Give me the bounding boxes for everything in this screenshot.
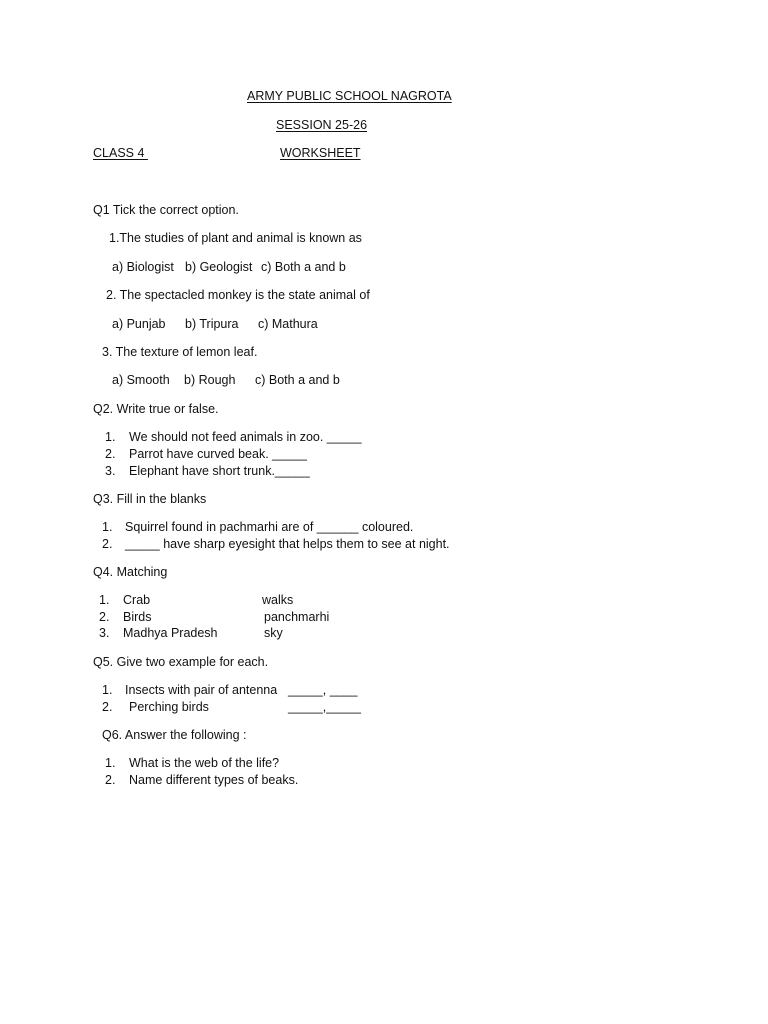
q6-item-2-text: Name different types of beaks. [129, 773, 299, 787]
q6-item-1-text: What is the web of the life? [129, 756, 280, 770]
q4-item-3-left: Madhya Pradesh [123, 626, 218, 640]
q2-heading: Q2. Write true or false. [93, 402, 219, 416]
q3-item-1-text: Squirrel found in pachmarhi are of ______ coloured. [125, 520, 414, 534]
q6-heading: Q6. Answer the following : [102, 728, 247, 742]
q1-option-2a: a) Punjab [112, 317, 166, 331]
q1-question-1: 1.The studies of plant and animal is known as [109, 231, 362, 245]
q1-option-2c: c) Mathura [258, 317, 318, 331]
q1-option-3a: a) Smooth [112, 373, 170, 387]
q1-option-1a: a) Biologist [112, 260, 174, 274]
q4-item-3-number: 3. [99, 626, 110, 640]
q4-item-2-number: 2. [99, 610, 110, 624]
q2-item-3-number: 3. [105, 464, 116, 478]
q1-option-1b: b) Geologist [185, 260, 253, 274]
q5-item-2-text: Perching birds [129, 700, 209, 714]
q2-item-3-text: Elephant have short trunk._____ [129, 464, 310, 478]
q4-item-2-right: panchmarhi [264, 610, 330, 624]
q2-item-2-text: Parrot have curved beak. _____ [129, 447, 307, 461]
q5-item-2-blanks: _____,_____ [288, 700, 361, 714]
q3-heading: Q3. Fill in the blanks [93, 492, 207, 506]
q1-option-3c: c) Both a and b [255, 373, 340, 387]
q5-heading: Q5. Give two example for each. [93, 655, 269, 669]
worksheet-label: WORKSHEET [280, 146, 361, 160]
q2-item-1-number: 1. [105, 430, 116, 444]
school-name: ARMY PUBLIC SCHOOL NAGROTA [247, 89, 452, 103]
q4-item-3-right: sky [264, 626, 283, 640]
q2-item-2-number: 2. [105, 447, 116, 461]
q6-item-1-number: 1. [105, 756, 116, 770]
session-label: SESSION 25-26 [276, 118, 368, 132]
q1-heading: Q1 Tick the correct option. [93, 203, 239, 217]
q4-item-2-left: Birds [123, 610, 152, 624]
q5-item-1-blanks: _____, ____ [288, 683, 358, 697]
q3-item-2-number: 2. [102, 537, 113, 551]
q5-item-2-number: 2. [102, 700, 113, 714]
q4-heading: Q4. Matching [93, 565, 168, 579]
q1-question-3: 3. The texture of lemon leaf. [102, 345, 258, 359]
q4-item-1-number: 1. [99, 593, 110, 607]
q6-item-2-number: 2. [105, 773, 116, 787]
q4-item-1-left: Crab [123, 593, 151, 607]
q3-item-1-number: 1. [102, 520, 113, 534]
q5-item-1-text: Insects with pair of antenna [125, 683, 278, 697]
q3-item-2-text: _____ have sharp eyesight that helps them to see at night. [125, 537, 450, 551]
q1-option-2b: b) Tripura [185, 317, 239, 331]
q1-option-1c: c) Both a and b [261, 260, 346, 274]
q4-item-1-right: walks [262, 593, 294, 607]
q2-item-1-text: We should not feed animals in zoo. _____ [129, 430, 362, 444]
class-label: CLASS 4 [93, 146, 148, 160]
q1-option-3b: b) Rough [184, 373, 236, 387]
q5-item-1-number: 1. [102, 683, 113, 697]
q1-question-2: 2. The spectacled monkey is the state animal of [106, 288, 370, 302]
